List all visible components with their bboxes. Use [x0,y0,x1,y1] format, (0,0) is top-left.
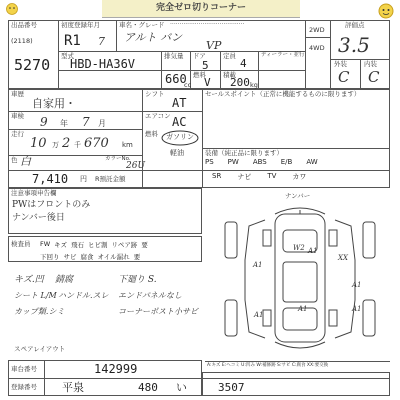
equipment-row-2 [212,172,306,182]
inspection-year-unit: 年 [60,119,68,128]
banner-text: 完全ゼロ切りコーナー [155,3,246,13]
inspection-month: 7 [82,115,90,129]
shift-value: AT [172,96,187,110]
inspector-item: ヒビ割 [88,241,108,249]
divider [220,51,221,89]
seats-value: 4 [240,57,247,70]
equipment-item: PW [227,158,239,166]
cc-unit: cc [184,81,192,89]
registration-class: 480 [138,381,158,394]
fuel-value: V [204,76,211,89]
mileage-c: 670 [84,136,109,151]
inspection-month-unit: 月 [98,119,106,128]
color-no-label: カラーNo. [105,156,131,162]
divider [8,170,390,171]
notes-label: 注意事項申告欄 [11,189,57,197]
model-value: HBD-HA36V [70,57,136,71]
hand-line-1c: 下廻り S. [118,275,157,285]
registration-place: 平泉 [62,381,84,394]
divider [330,20,331,89]
registration-label: 登録番号 [11,383,37,391]
inspector-item: キズ [54,241,68,249]
divider [258,51,259,89]
equipment-row-1 [205,158,318,166]
load-label: 積載 [223,71,236,79]
divider [44,360,45,396]
recycle-label: R預託金額 [95,175,126,183]
equipment-item: ナビ [237,173,252,181]
sales-point-label: セールスポイント（正常に機能するものに限ります） [205,90,361,98]
model-label: 型式 [61,52,74,60]
shift-label: シフト [145,90,165,98]
divider [142,89,143,188]
year-era: R1 [64,33,81,49]
divider [8,129,142,130]
inspector-item: リペア跡 [111,241,138,249]
displacement-label: 排気量 [164,52,184,60]
history-value: 自家用・ [32,97,76,110]
inspection-year: 9 [40,115,48,129]
divider [360,59,361,89]
mileage-b: 2 [62,136,71,151]
load-unit: kg [250,81,258,89]
damage-mark: A1 [253,261,263,269]
car-grade: VP [206,39,222,52]
seats-label: 定員 [223,52,236,60]
hand-line-1b: 錆腐 [55,275,74,285]
equipment-item: ABS [252,158,267,166]
damage-mark: A1 [352,281,362,289]
color-code: 26U [126,161,146,171]
fuel-type-sub: 軽油 [170,149,184,157]
car-label: 車名・グレード [119,21,165,29]
chassis-label: 車台番号 [11,365,37,373]
car-name: アルト バン [124,31,183,44]
doors-label: ドア [193,52,206,60]
notes-line-2: ナンバー後日 [12,213,65,223]
inspector-item: 要 [133,253,141,261]
damage-mark: XX [338,254,348,262]
hand-line-2c: エンドパネルなし [118,291,182,300]
recycle-unit: 円 [80,175,87,183]
equipment-item: AW [306,158,318,166]
year-month: 7 [98,35,105,48]
doors-value: 5 [202,59,209,72]
displacement-value: 660 [165,72,187,86]
color-label: 色 [11,156,18,164]
drive-2wd: 2WD [309,26,325,34]
inspector-item: FW [40,240,51,248]
notes-line-1: PWはフロントのみ [12,200,91,210]
inspector-item: サビ [63,253,77,261]
registration-number: 3507 [218,381,245,394]
header-banner [102,0,300,18]
damage-mark: W2 [293,244,305,252]
mileage-unit-b: 千 [74,141,81,149]
drive-4wd: 4WD [309,44,325,52]
registration-kana: い [176,381,187,394]
lot-number: 5270 [14,56,51,74]
damage-mark: A1 [308,247,318,255]
aircon-value: AC [172,115,187,129]
divider [205,361,390,362]
history-label: 車歴 [11,90,24,98]
mascot-icon [376,2,396,20]
color-value: 白 [20,155,31,168]
interior-label: 内装 [364,60,377,68]
mileage-unit-c: km [122,141,133,149]
divider [8,111,202,112]
divider [202,89,203,188]
exterior-label: 外装 [334,60,347,68]
mileage-label: 走行 [11,130,24,138]
equipment-item: TV [267,172,277,180]
hand-line-3b: コーナーポスト小サビ [118,307,198,316]
divider [58,20,59,89]
corner-mascot-icon [4,2,20,16]
hand-line-1a: キズ.凹 [14,275,44,285]
equipment-item: カワ [292,173,307,181]
score-label: 評価点 [345,21,365,29]
inspector-item: 腐食 [80,253,94,261]
lot-label: 出品番号 [11,21,37,29]
year-label: 初度登録年月 [61,21,100,29]
equipment-item: E/B [280,158,293,166]
legend-text: A:キズ E:ヘコミ U:凹み W:補修跡 S:サビ C:腐食 XX:要交換 [207,363,329,368]
inspector-item: オイル漏れ [97,253,130,261]
recycle-value: 7,410 [32,172,69,186]
equipment-item: PS [205,158,214,166]
fuel-type-value: ガソリン [166,133,194,141]
exterior-grade: C [338,68,350,86]
inspector-item: 飛石 [71,241,85,249]
nanba-label: ナンバー [285,192,311,200]
divider [161,51,162,89]
hand-line-2a: シート L/M [14,291,57,300]
mileage-unit-a: 万 [52,141,59,149]
inspection-label: 車検 [11,112,24,120]
aircon-label: エアコン [145,112,171,120]
fuel-type-label: 燃料 [145,130,158,138]
inspector-item: 下回り [40,253,60,261]
fuel-label: 燃料 [193,71,206,79]
inspector-label: 検査員 [11,240,31,248]
inspector-row-2 [40,252,140,261]
mileage-a: 10 [30,136,47,151]
lot-code: (2118) [11,37,33,45]
chassis-value: 142999 [94,362,138,376]
spare-label: スペアレイアウト [14,345,66,353]
load-value: 200 [230,76,250,89]
dealer-label: ディーラー・並行 [261,52,305,58]
hand-line-2b: ハンドル.スレ [58,291,109,300]
inspector-item: 要 [141,241,148,249]
divider [116,20,117,51]
divider [305,37,330,38]
score-value: 3.5 [338,33,370,57]
damage-mark: A1 [352,305,362,313]
car-damage-diagram [205,200,390,360]
equipment-label: 装備（純正品に限ります） [205,149,283,157]
inspector-row-1 [40,240,148,249]
banner-underline: ....................................... [170,19,245,26]
damage-mark: A1 [298,305,308,313]
damage-mark: A1 [254,311,264,319]
equipment-item: SR [212,172,222,180]
hand-line-3a: カップ類.シミ [14,307,65,316]
interior-grade: C [368,68,380,86]
divider [305,20,306,89]
